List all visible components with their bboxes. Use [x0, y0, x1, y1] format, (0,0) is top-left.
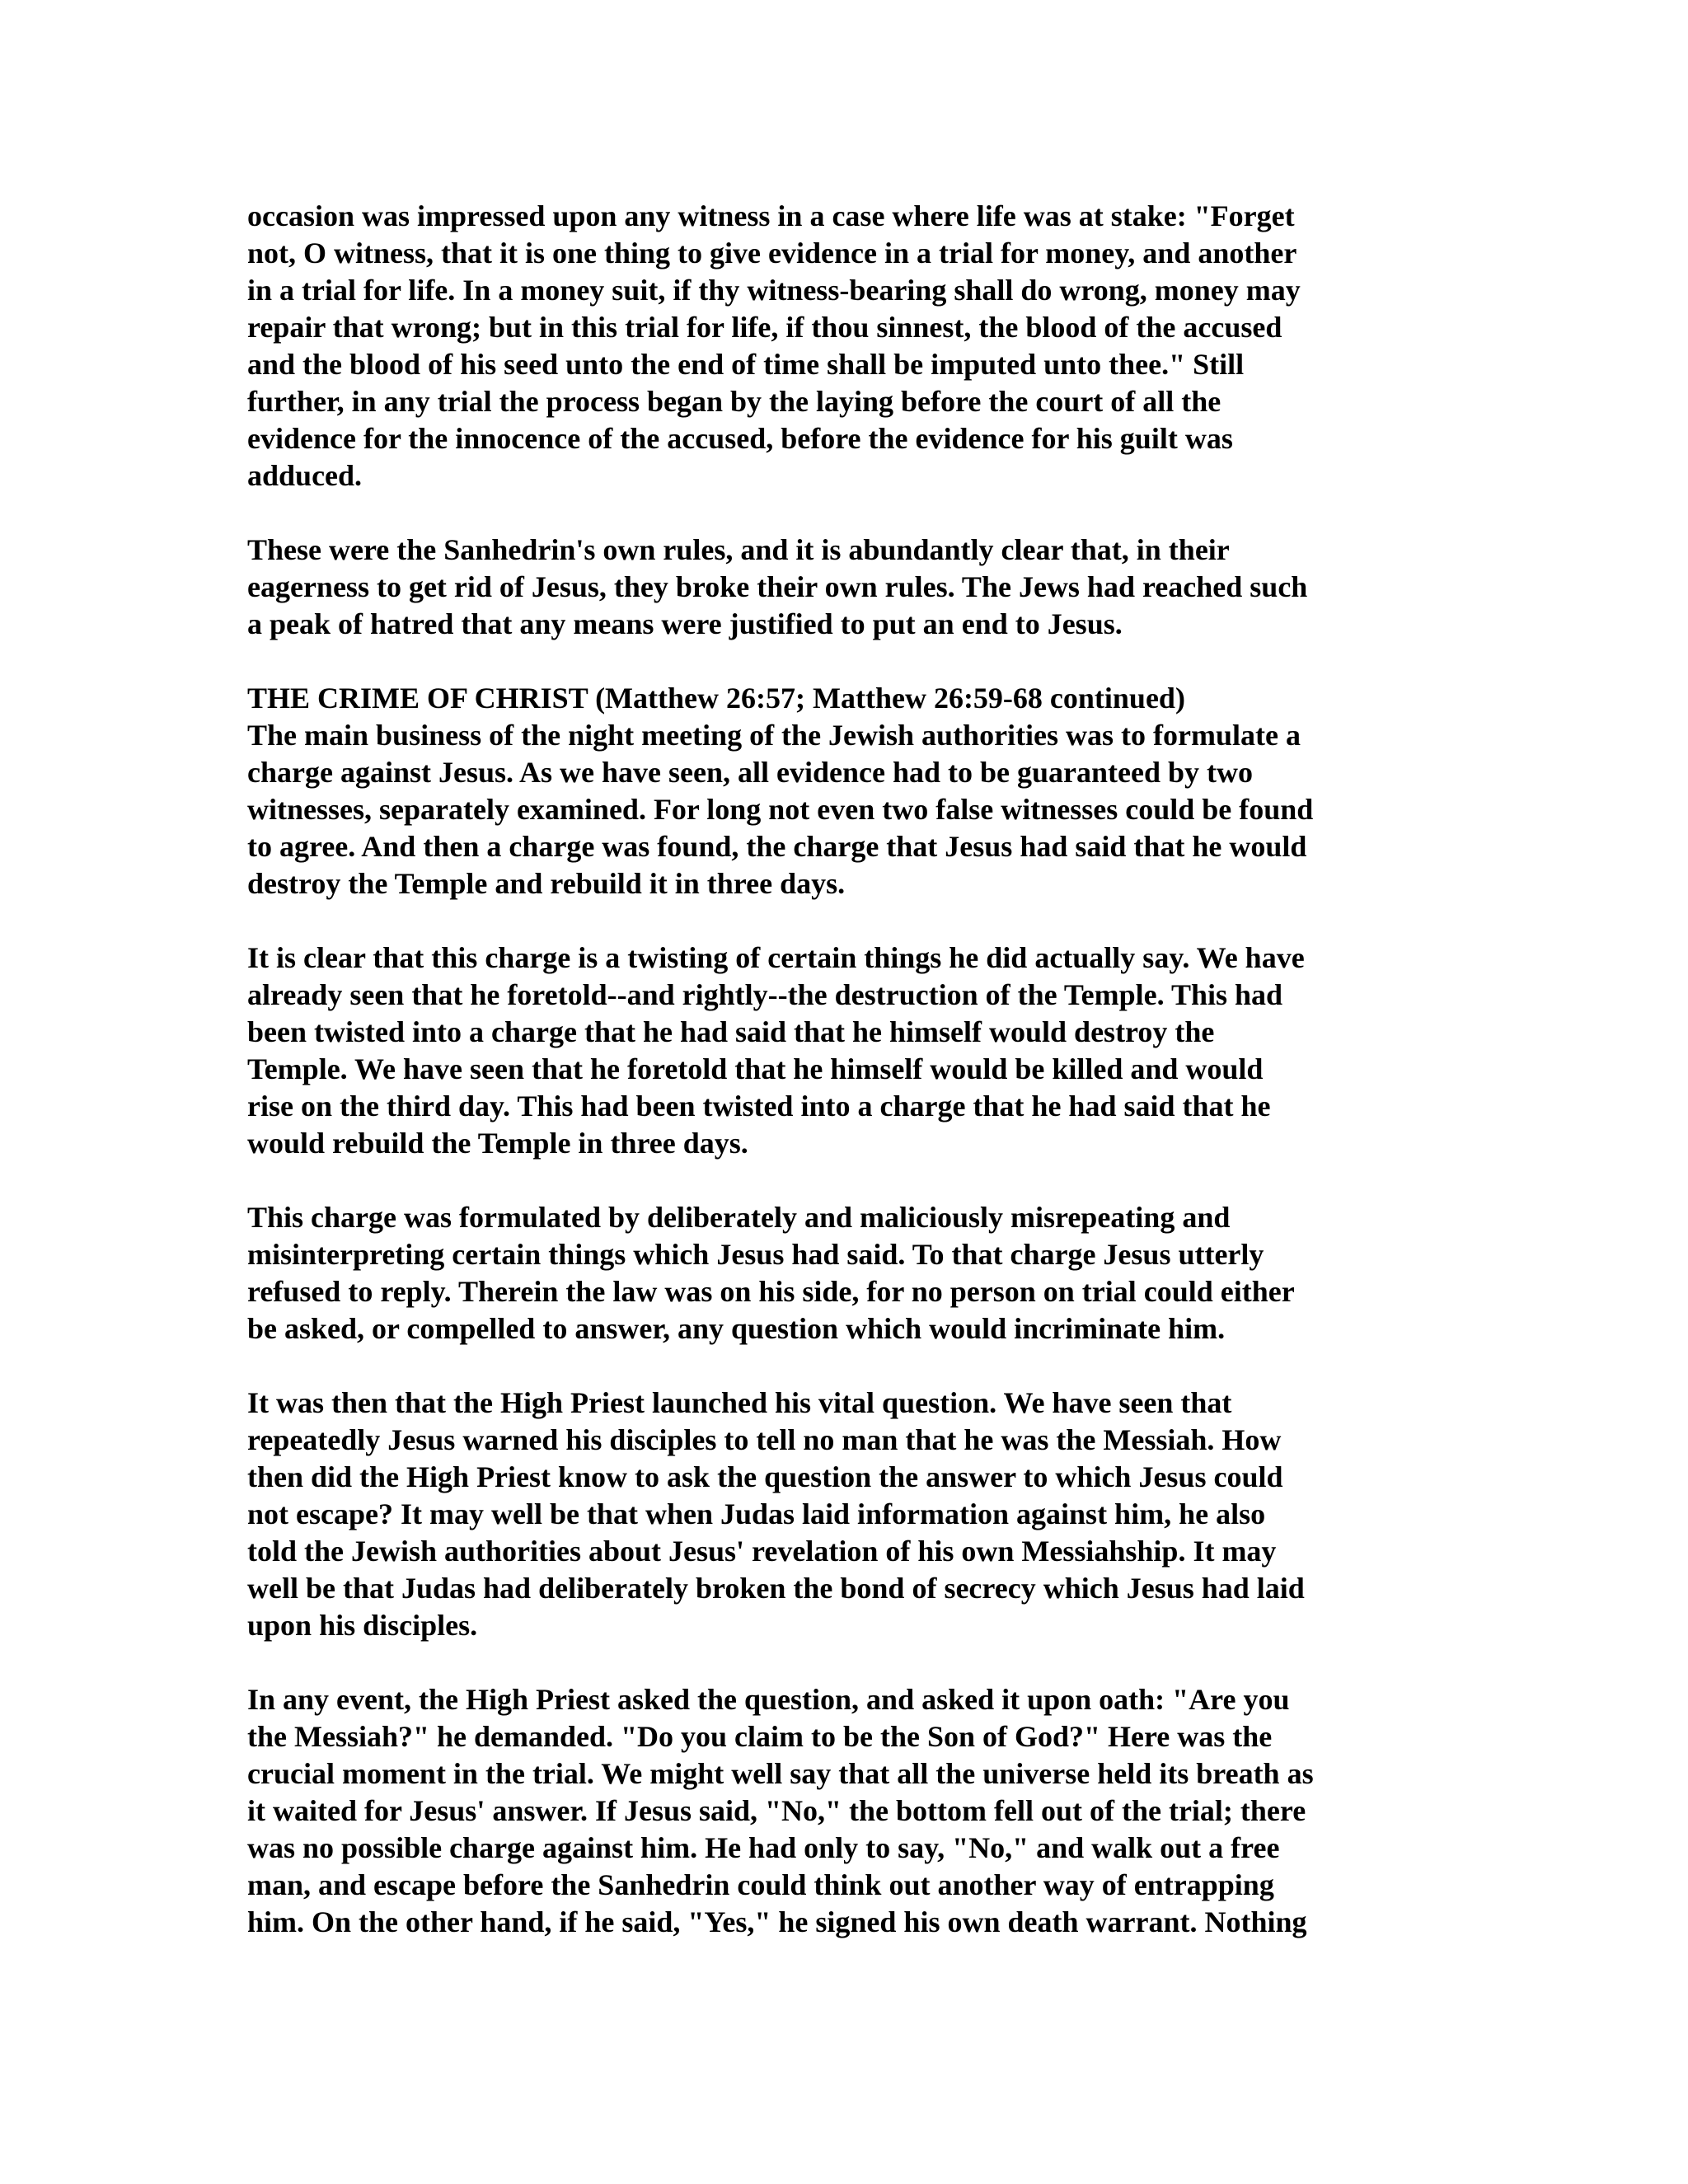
text-line: him. On the other hand, if he said, "Yes," he signed his own death warrant. Nothing: [247, 1905, 1307, 1938]
text-line: already seen that he foretold--and rightly--the destruction of the Temple. This had: [247, 978, 1283, 1011]
paragraph-witness-oath: [247, 198, 1451, 494]
text-line: to agree. And then a charge was found, the charge that Jesus had said that he would: [247, 830, 1307, 863]
text-line: told the Jewish authorities about Jesus' revelation of his own Messiahship. It may: [247, 1535, 1277, 1568]
text-line: crucial moment in the trial. We might well say that all the universe held its breath as: [247, 1757, 1314, 1790]
text-line: would rebuild the Temple in three days.: [247, 1127, 748, 1160]
section-heading: THE CRIME OF CHRIST (Matthew 26:57; Matthew 26:59-68 continued): [247, 682, 1185, 715]
text-line: adduced.: [247, 459, 363, 492]
paragraph-crime-of-christ: [247, 680, 1451, 902]
text-line: witnesses, separately examined. For long not even two false witnesses could be found: [247, 793, 1314, 826]
text-line: rise on the third day. This had been twisted into a charge that he had said that he: [247, 1090, 1271, 1122]
text-line: it waited for Jesus' answer. If Jesus said, "No," the bottom fell out of the trial; there: [247, 1794, 1306, 1827]
text-line: was no possible charge against him. He had only to say, "No," and walk out a free: [247, 1831, 1280, 1864]
text-line: the Messiah?" he demanded. "Do you claim to be the Son of God?" Here was the: [247, 1720, 1273, 1753]
text-line: evidence for the innocence of the accused, before the evidence for his guilt was: [247, 422, 1233, 455]
text-line: refused to reply. Therein the law was on his side, for no person on trial could either: [247, 1275, 1295, 1308]
text-line: eagerness to get rid of Jesus, they broke their own rules. The Jews had reached such: [247, 570, 1308, 603]
paragraph-twisted-charge: [247, 940, 1451, 1162]
text-line: not, O witness, that it is one thing to give evidence in a trial for money, and another: [247, 237, 1297, 269]
text-line: well be that Judas had deliberately broken the bond of secrecy which Jesus had laid: [247, 1572, 1305, 1605]
text-line: a peak of hatred that any means were justified to put an end to Jesus.: [247, 607, 1123, 640]
text-line: destroy the Temple and rebuild it in three days.: [247, 867, 846, 900]
text-line: upon his disciples.: [247, 1609, 478, 1642]
text-line: man, and escape before the Sanhedrin could think out another way of entrapping: [247, 1868, 1274, 1901]
text-line: The main business of the night meeting of the Jewish authorities was to formulate a: [247, 719, 1301, 752]
text-line: charge against Jesus. As we have seen, all evidence had to be guaranteed by two: [247, 756, 1253, 789]
text-line: not escape? It may well be that when Judas laid information against him, he also: [247, 1497, 1266, 1530]
paragraph-sanhedrin-rules: [247, 532, 1451, 643]
paragraph-high-priest-oath: [247, 1681, 1451, 1941]
text-line: Temple. We have seen that he foretold that he himself would be killed and would: [247, 1052, 1264, 1085]
text-line: It is clear that this charge is a twisting of certain things he did actually say. We have: [247, 941, 1305, 974]
text-line: repair that wrong; but in this trial for life, if thou sinnest, the blood of the accused: [247, 311, 1282, 344]
text-line: occasion was impressed upon any witness in a case where life was at stake: "Forget: [247, 199, 1295, 232]
paragraph-vital-question: [247, 1385, 1451, 1644]
text-line: It was then that the High Priest launched his vital question. We have seen that: [247, 1386, 1232, 1419]
text-line: repeatedly Jesus warned his disciples to tell no man that he was the Messiah. How: [247, 1423, 1282, 1456]
text-line: further, in any trial the process began by the laying before the court of all the: [247, 385, 1221, 418]
document-body: [247, 198, 1451, 1978]
paragraph-refused-to-reply: [247, 1199, 1451, 1347]
text-line: This charge was formulated by deliberately and maliciously misrepeating and: [247, 1201, 1231, 1234]
text-line: and the blood of his seed unto the end of time shall be imputed unto thee." Still: [247, 348, 1245, 381]
text-line: These were the Sanhedrin's own rules, and it is abundantly clear that, in their: [247, 533, 1230, 566]
text-line: be asked, or compelled to answer, any question which would incriminate him.: [247, 1312, 1226, 1345]
text-line: misinterpreting certain things which Jesus had said. To that charge Jesus utterly: [247, 1238, 1264, 1271]
text-line: In any event, the High Priest asked the question, and asked it upon oath: "Are you: [247, 1683, 1290, 1716]
text-line: then did the High Priest know to ask the question the answer to which Jesus could: [247, 1460, 1283, 1493]
text-line: in a trial for life. In a money suit, if thy witness-bearing shall do wrong, money may: [247, 274, 1301, 307]
text-line: been twisted into a charge that he had said that he himself would destroy the: [247, 1015, 1215, 1048]
